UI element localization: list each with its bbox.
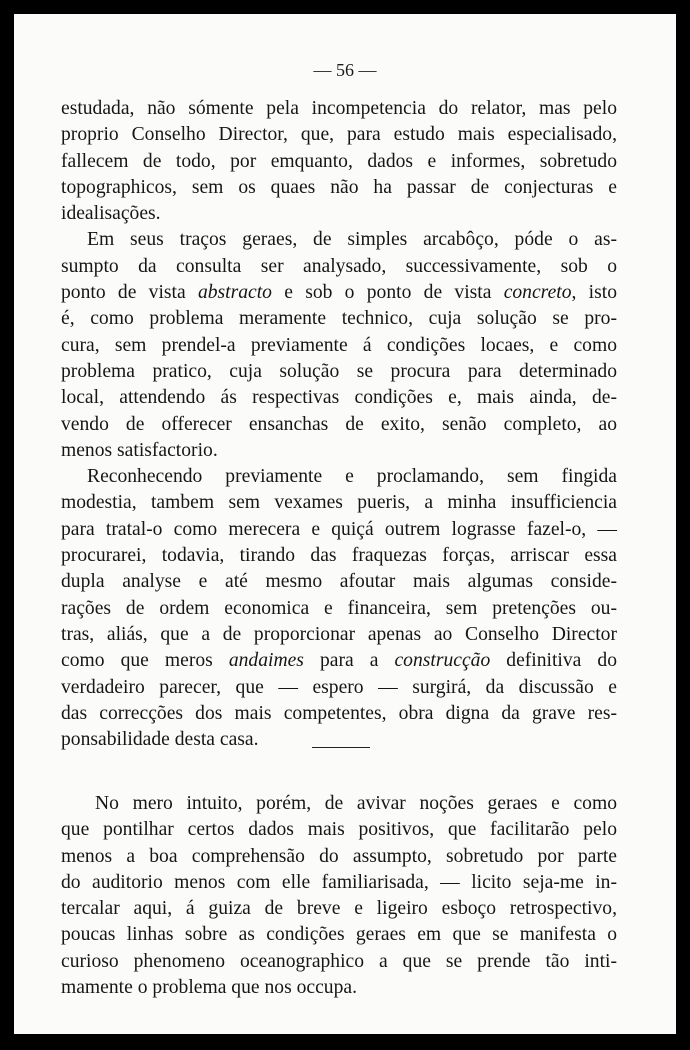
text-line: Em seus traços geraes, de simples arcabôço, póde o as- — [87, 229, 617, 251]
text-line: cura, sem prendel-a previamente á condições locaes, e como — [61, 334, 617, 356]
italic-term-construccao: construcção — [394, 650, 491, 672]
text-line: tras, aliás, que a de proporcionar apenas ao Conselho Director — [61, 623, 617, 645]
text-line: menos satisfactorio. — [61, 439, 218, 461]
text-line: idealisações. — [61, 203, 161, 225]
text-line: é, como problema meramente technico, cuja solução se pro- — [61, 308, 617, 330]
text-line: proprio Conselho Director, que, para estudo mais especialisado, — [61, 124, 617, 146]
text-line: local, attendendo ás respectivas condições e, mais ainda, de- — [61, 387, 617, 409]
italic-term-concreto: concreto — [503, 282, 572, 304]
text-span: definitiva do — [490, 650, 618, 672]
text-line: para tratal-o como merecera e quiçá outrem lograsse fazel-o, — — [61, 518, 617, 540]
text-line: que pontilhar certos dados mais positivos, que facilitarão pelo — [61, 819, 617, 841]
italic-term-andaimes: andaimes — [228, 650, 304, 672]
text-block-lower — [61, 791, 617, 1001]
text-line: tercalar aqui, á guiza de breve e ligeiro esboço retrospectivo, — [61, 898, 617, 920]
text-line: menos a boa comprehensão do assumpto, sobretudo por parte — [61, 845, 617, 867]
italic-term-abstracto: abstracto — [197, 282, 272, 304]
text-line: No mero intuito, porém, de avivar noções geraes e como — [95, 793, 617, 814]
text-line: Reconhecendo previamente e proclamando, sem fingida — [87, 466, 617, 488]
text-line: procurarei, todavia, tirando das fraquezas forças, arriscar essa — [61, 545, 617, 567]
text-line: modestia, tambem sem vexames pueris, a minha insufficiencia — [61, 492, 617, 514]
text-span: e sob o ponto de vista — [271, 282, 504, 304]
text-line: do auditorio menos com elle familiarisada, — licito seja-me in- — [61, 871, 617, 893]
text-line: sumpto da consulta ser analysado, successivamente, sob o — [61, 255, 617, 277]
section-divider — [312, 747, 370, 748]
text-block-upper — [61, 96, 617, 753]
text-line: das correcções dos mais competentes, obra digna da grave res- — [61, 702, 617, 724]
document-page — [14, 14, 676, 1034]
text-span: para a — [303, 650, 395, 672]
text-span: , isto — [571, 282, 617, 304]
text-span: ponto de vista — [61, 282, 198, 304]
text-line: ponsabilidade desta casa. — [61, 729, 259, 751]
text-line: topographicos, sem os quaes não ha passar de conjecturas e — [61, 176, 617, 198]
text-line: curioso phenomeno oceanographico a que se prende tão inti- — [61, 950, 617, 972]
text-line: rações de ordem economica e financeira, sem pretenções ou- — [61, 597, 617, 619]
text-line: verdadeiro parecer, que — espero — surgirá, da discussão e — [61, 676, 617, 698]
page-number: — 56 — — [313, 60, 377, 80]
text-line: problema pratico, cuja solução se procura para determinado — [61, 360, 617, 382]
text-span: como que meros — [61, 650, 229, 672]
text-line: estudada, não sómente pela incompetencia do relator, mas pelo — [61, 98, 617, 119]
text-line: dupla analyse e até mesmo afoutar mais algumas conside- — [61, 571, 617, 593]
text-line: vendo de offerecer ensanchas de exito, senão completo, ao — [61, 413, 617, 435]
text-line: fallecem de todo, por emquanto, dados e informes, sobretudo — [61, 150, 617, 172]
text-line: mamente o problema que nos occupa. — [61, 977, 357, 999]
text-line: poucas linhas sobre as condições geraes em que se manifesta o — [61, 924, 617, 946]
text-line — [61, 648, 617, 674]
text-line — [61, 280, 617, 306]
